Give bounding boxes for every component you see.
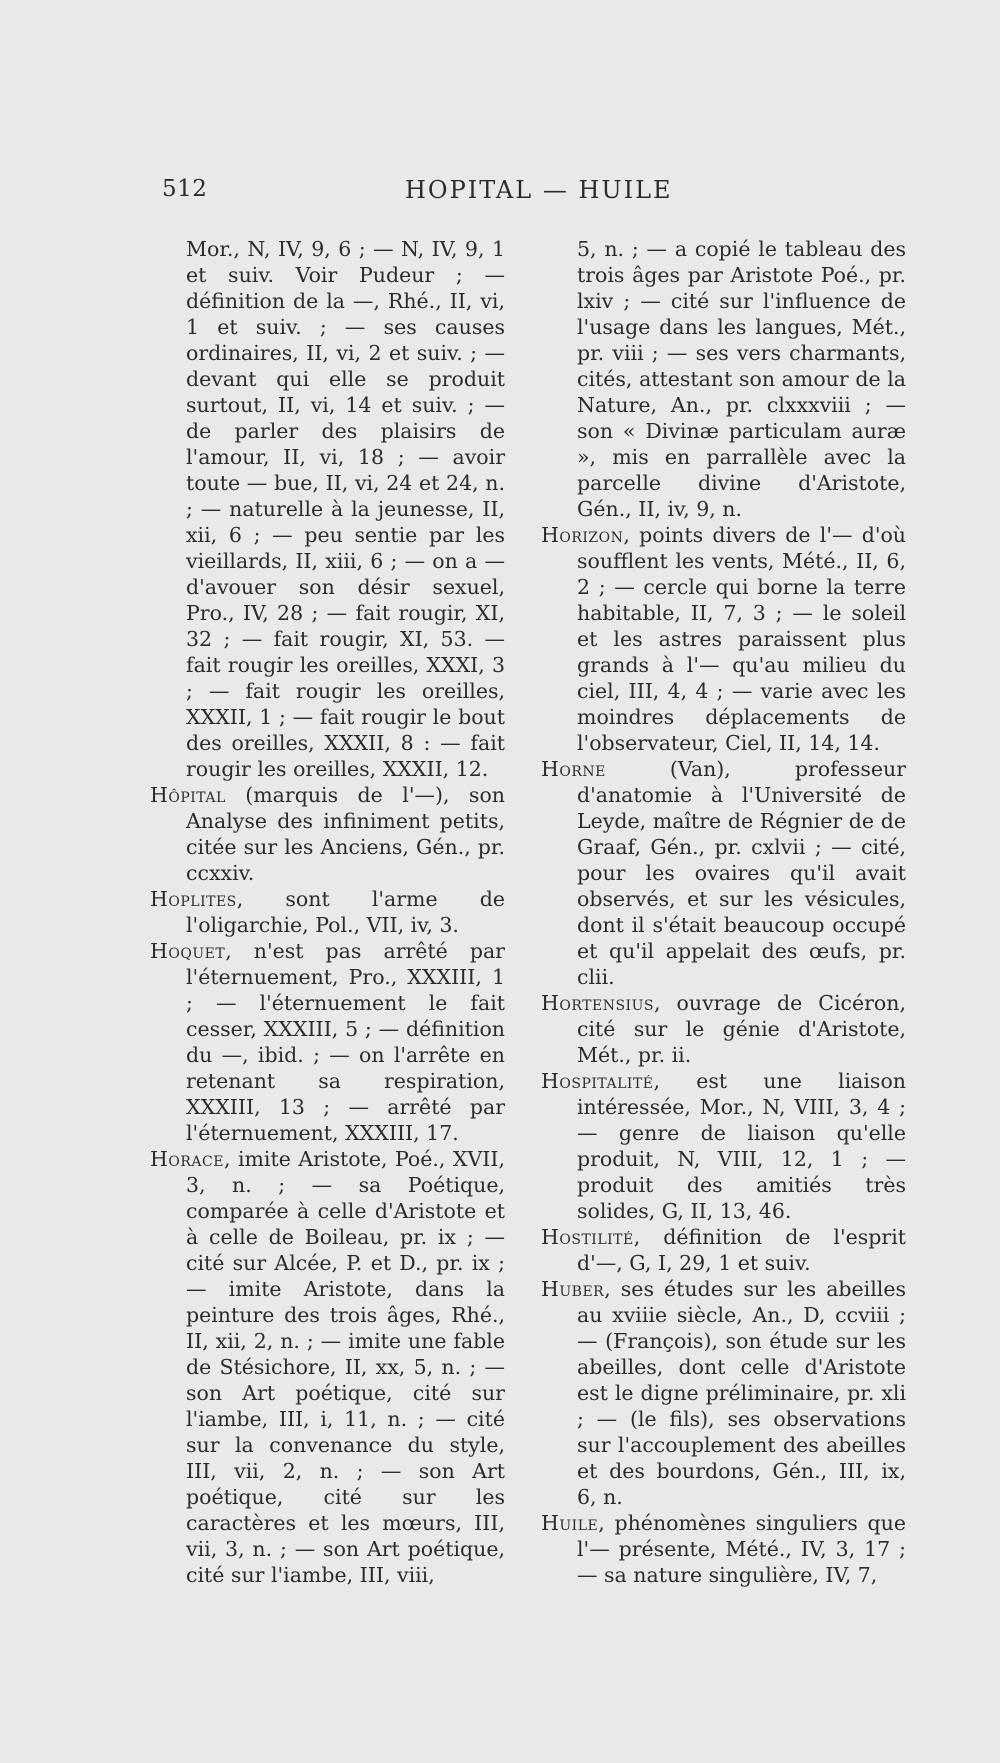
- entry-headword: Huber: [541, 1277, 605, 1301]
- entry-headword: Horace: [150, 1147, 224, 1171]
- running-head: [0, 176, 1000, 216]
- entry-text: , sont l'arme de l'oligarchie, Pol., VII, iv, 3.: [186, 887, 505, 937]
- index-entry: [541, 990, 906, 1068]
- left-column: [150, 236, 505, 1588]
- entry-text: , phénomènes singuliers que l'— présente, Mété., IV, 3, 17 ; — sa nature singulière, IV, 7,: [577, 1511, 906, 1587]
- entry-headword: Hostilité: [541, 1225, 634, 1249]
- index-entry: [150, 886, 505, 938]
- index-entry-continuation: [150, 236, 505, 782]
- index-entry: [541, 1276, 906, 1510]
- entry-headword: Horizon: [541, 523, 624, 547]
- entry-headword: Huile: [541, 1511, 599, 1535]
- entry-headword: Hoquet: [150, 939, 226, 963]
- entry-headword: Hôpital: [150, 783, 226, 807]
- index-entry: [541, 522, 906, 756]
- entry-text: 5, n. ; — a copié le tableau des trois âges par Aristote Poé., pr. lxiv ; — cité sur l'influence de l'usage dans les langues, Mét., pr. viii ; — ses vers charmants, cités, attestant son amour de la Nature, An., pr. clxxxviii ; — son « Divinæ particulam auræ », mis en parrallèle avec la parcelle divine d'Aristote, Gén., II, iv, 9, n.: [577, 237, 906, 521]
- entry-headword: Hortensius: [541, 991, 654, 1015]
- page-number: 512: [162, 176, 208, 202]
- entry-text: (marquis de l'—), son Analyse des infiniment petits, citée sur les Anciens, Gén., pr. ccxxiv.: [186, 783, 505, 885]
- entry-text: , ses études sur les abeilles au xviiie siècle, An., D, ccviii ; — (François), son étude sur les abeilles, dont celle d'Aristote est le digne préliminaire, pr. xli ; — (le fils), ses observations sur l'accouplement des abeilles et des bourdons, Gén., III, ix, 6, n.: [577, 1277, 906, 1509]
- index-entry: [541, 1068, 906, 1224]
- index-entry: [541, 756, 906, 990]
- index-entry: [150, 1146, 505, 1588]
- index-entry: [541, 1224, 906, 1276]
- entry-headword: Hospitalité: [541, 1069, 654, 1093]
- entry-text: Mor., N, IV, 9, 6 ; — N, IV, 9, 1 et suiv. Voir Pudeur ; — définition de la —, Rhé., II, vi, 1 et suiv. ; — ses causes ordinaires, II, vi, 2 et suiv. ; — devant qui elle se produit surtout, II, vi, 14 et suiv. ; — de parler des plaisirs de l'amour, II, vi, 18 ; — avoir toute — bue, II, vi, 24 et 24, n. ; — naturelle à la jeunesse, II, xii, 6 ; — peu sentie par les vieillards, II, xiii, 6 ; — on a — d'avouer son désir sexuel, Pro., IV, 28 ; — fait rougir, XI, 32 ; — fait rougir, XI, 53. — fait rougir les oreilles, XXXI, 3 ; — fait rougir les oreilles, XXXII, 1 ; — fait rougir le bout des oreilles, XXXII, 8 : — fait rougir les oreilles, XXXII, 12.: [186, 237, 505, 781]
- index-entry: [150, 938, 505, 1146]
- index-entry: [541, 1510, 906, 1588]
- entry-text: , n'est pas arrêté par l'éternuement, Pro., XXXIII, 1 ; — l'éternuement le fait cesser, XXXIII, 5 ; — définition du —, ibid. ; — on l'arrête en retenant sa respiration, XXXIII, 13 ; — arrêté par l'éternuement, XXXIII, 17.: [186, 939, 505, 1145]
- entry-text: , imite Aristote, Poé., XVII, 3, n. ; — sa Poétique, comparée à celle d'Aristote et à celle de Boileau, pr. ix ; — cité sur Alcée, P. et D., pr. ix ; — imite Aristote, dans la peinture des trois âges, Rhé., II, xii, 2, n. ; — imite une fable de Stésichore, II, xx, 5, n. ; — son Art poétique, cité sur l'iambe, III, i, 11, n. ; — cité sur la convenance du style, III, vii, 2, n. ; — son Art poétique, cité sur les caractères et les mœurs, III, vii, 3, n. ; — son Art poétique, cité sur l'iambe, III, viii,: [186, 1147, 505, 1587]
- entry-text: (Van), professeur d'anatomie à l'Université de Leyde, maître de Régnier de de Graaf, Gén., pr. cxlvii ; — cité, pour les ovaires qu'il avait observés, et sur les vésicules, dont il s'était beaucoup occupé et qu'il appelait des œufs, pr. clii.: [577, 757, 906, 989]
- page-title: HOPITAL — HUILE: [405, 176, 673, 204]
- index-entry-continuation: [541, 236, 906, 522]
- index-entry: [150, 782, 505, 886]
- right-column: [541, 236, 906, 1588]
- entry-text: , ouvrage de Cicéron, cité sur le génie d'Aristote, Mét., pr. ii.: [577, 991, 906, 1067]
- entry-text: , est une liaison intéressée, Mor., N, VIII, 3, 4 ; — genre de liaison qu'elle produit, N, VIII, 12, 1 ; — produit des amitiés très solides, G, II, 13, 46.: [577, 1069, 906, 1223]
- entry-headword: Horne: [541, 757, 606, 781]
- entry-text: , définition de l'esprit d'—, G, I, 29, 1 et suiv.: [577, 1225, 906, 1275]
- entry-headword: Hoplites: [150, 887, 237, 911]
- entry-text: , points divers de l'— d'où soufflent les vents, Mété., II, 6, 2 ; — cercle qui borne la terre habitable, II, 7, 3 ; — le soleil et les astres paraissent plus grands à l'— qu'au milieu du ciel, III, 4, 4 ; — varie avec les moindres déplacements de l'observateur, Ciel, II, 14, 14.: [577, 523, 906, 755]
